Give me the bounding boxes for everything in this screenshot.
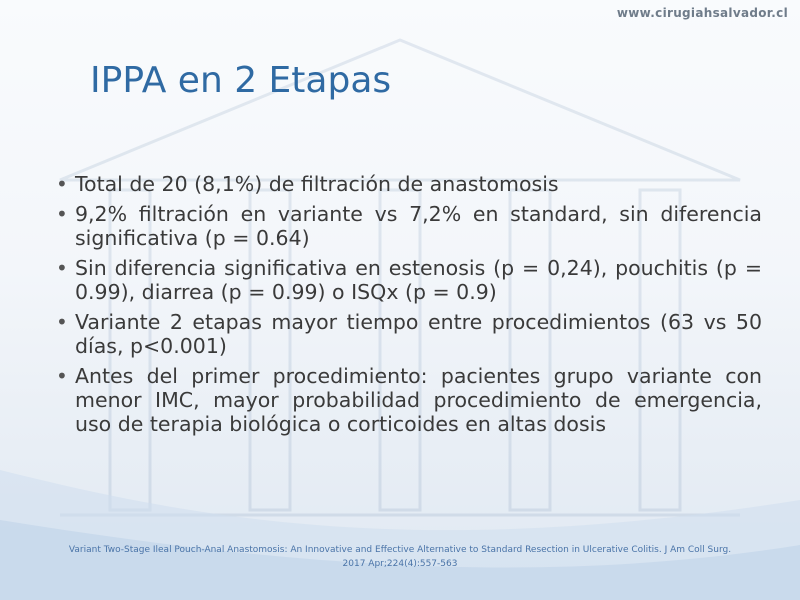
bullet-list	[56, 172, 762, 442]
bullet-item	[56, 256, 762, 304]
bullet-text: Variante 2 etapas mayor tiempo entre procedimientos (63 vs 50 días, p<0.001)	[75, 310, 762, 358]
bullet-item	[56, 202, 762, 250]
bullet-text: Sin diferencia significativa en estenosis (p = 0,24), pouchitis (p = 0.99), diarrea (p = 0.99) o ISQx (p = 0.9)	[75, 256, 762, 304]
site-url: www.cirugiahsalvador.cl	[616, 6, 788, 20]
citation-line: 2017 Apr;224(4):557-563	[342, 559, 458, 569]
bullet-item	[56, 364, 762, 436]
bullet-icon: •	[56, 310, 68, 334]
bullet-item	[56, 172, 762, 196]
bullet-icon: •	[56, 202, 68, 226]
bullet-item	[56, 310, 762, 358]
citation-line: Variant Two-Stage Ileal Pouch-Anal Anastomosis: An Innovative and Effective Alternative to Standard Resection in Ulcerative Colitis. J Am Coll Surg.	[68, 545, 732, 555]
bullet-icon: •	[56, 172, 68, 196]
bullet-text: Total de 20 (8,1%) de filtración de anastomosis	[75, 172, 559, 196]
bullet-icon: •	[56, 364, 68, 388]
bullet-text: 9,2% filtración en variante vs 7,2% en standard, sin diferencia significativa (p = 0.64)	[75, 202, 762, 250]
bullet-text: Antes del primer procedimiento: pacientes grupo variante con menor IMC, mayor probabilidad procedimiento de emergencia, uso de terapia biológica o corticoides en altas dosis	[75, 364, 762, 436]
bullet-icon: •	[56, 256, 68, 280]
slide-title: IPPA en 2 Etapas	[90, 60, 392, 101]
citation	[40, 543, 760, 571]
